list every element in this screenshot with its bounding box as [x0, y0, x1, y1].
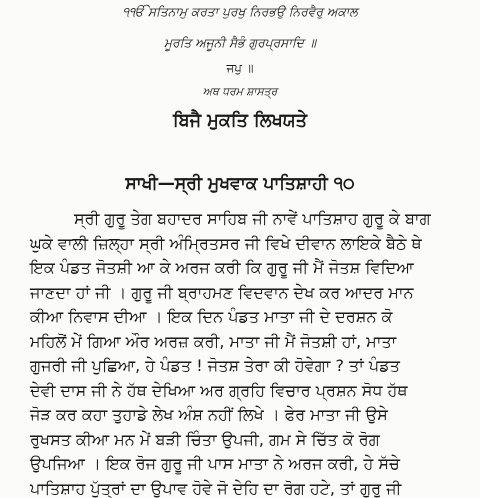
body-line: ਕੀਆ ਨਿਵਾਸ ਦੀਆ । ਇਕ ਦਿਨ ਪੰਡਤ ਮਾਤਾ ਜੀ ਦੇ ਦਰਸ਼ਨ ਕੋ — [30, 307, 393, 326]
mool-mantar-line-1: ੧ੴ ਸਤਿਨਾਮੁ ਕਰਤਾ ਪੁਰਖੁ ਨਿਰਭਉ ਨਿਰਵੈਰੁ ਅਕਾਲ — [122, 4, 358, 19]
mool-mantar-line-2: ਮੂਰਤਿ ਅਜੂਨੀ ਸੈਭੰ ਗੁਰਪ੍ਰਸਾਦਿ ॥ — [163, 35, 317, 50]
body-line: ਰੁਖਸਤ ਕੀਆ ਮਨ ਮੇਂ ਬੜੀ ਚਿੰਤਾ ਉਪਜੀ, ਗਮ ਸੇ ਚਿੱਤ ਕੋ ਰੋਗ — [30, 429, 380, 449]
japu-heading: ਜਪੁ ॥ — [226, 61, 254, 75]
section-heading: ਸਾਖੀ—ਸ੍ਰੀ ਮੁਖਵਾਕ ਪਾਤਿਸ਼ਾਹੀ ੧੦ — [125, 174, 355, 194]
body-line: ਗੁਜਰੀ ਜੀ ਪੁਛਿਆ, ਹੇ ਪੰਡਤ ! ਜੋਤਸ਼ ਤੇਰਾ ਕੀ ਹੋਵੇਗਾ ? ਤਾਂ ਪੰਡਤ — [30, 356, 400, 375]
body-line: ਉਪਜਿਆ । ਇਕ ਰੋਜ ਗੁਰੂ ਜੀ ਪਾਸ ਮਾਤਾ ਨੇ ਅਰਜ ਕਰੀ, ਹੇ ਸੱਚੇ — [30, 454, 400, 473]
body-line: ਜਾਣਦਾ ਹਾਂ ਜੀ । ਗੁਰੂ ਜੀ ਬ੍ਰਾਹਮਣ ਵਿਦਵਾਨ ਦੇਖ ਕਰ ਆਦਰ ਮਾਨ — [30, 282, 414, 302]
body-line: ਇਕ ਪੰਡਤ ਜੋਤਸ਼ੀ ਆ ਕੇ ਅਰਜ ਕਰੀ ਕਿ ਗੁਰੂ ਜੀ ਮੈਂ ਜੋਤਸ਼ ਵਿਦਿਆ — [30, 258, 414, 277]
body-line: ਜੋੜ ਕਰ ਕਹਾ ਤੁਹਾਡੇ ਲੇਖ ਅੰਸ਼ ਨਹੀਂ ਲਿਖੇ । ਫੇਰ ਮਾਤਾ ਜੀ ਉਸੇ — [30, 405, 388, 424]
body-line: ਪਾਤਿਸ਼ਾਹ ਪੁੱਤ੍ਰਾਂ ਦਾ ਉਪਾਵ ਹੋਵੇ ਜੋ ਦੇਹਿ ਦਾ ਰੋਗ ਹਟੇ, ਤਾਂ ਗੁਰੂ ਜੀ — [30, 478, 402, 498]
body-line: ਦੇਵੀ ਦਾਸ ਜੀ ਨੇ ਹੱਥ ਦੇਖਿਆ ਅਰ ਗ੍ਰਹਿ ਵਿਚਾਰ ਪ੍ਰਸ਼ਨ ਸੋਧ ਹੱਥ — [30, 380, 408, 400]
body-line: ਸ੍ਰੀ ਗੁਰੂ ਤੇਗ ਬਹਾਦਰ ਸਾਹਿਬ ਜੀ ਨਾਵੇਂ ਪਾਤਿਸ਼ਾਹ ਗੁਰੂ ਕੇ ਬਾਗ — [74, 209, 431, 228]
page-title: ਬਿਜੈ ਮੁਕਤਿ ਲਿਖਯਤੇ — [172, 110, 307, 131]
body-line: ਘੁਕੇ ਵਾਲੀ ਜ਼ਿਲ੍ਹਾ ਸ੍ਰੀ ਅੰਮ੍ਰਿਤਸਰ ਜੀ ਵਿਖੇ ਦੀਵਾਨ ਲਾਇਕੇ ਬੈਠੇ ਥੇ — [30, 233, 422, 253]
atha-dharam-shastar-heading: ਅਥ ਧਰਮ ਸ਼ਾਸਤ੍ਰ — [202, 85, 278, 98]
body-line: ਮਹਿਲੋਂ ਮੇਂ ਗਿਆ ਔਰ ਅਰਜ਼ ਕਰੀ, ਮਾਤਾ ਜੀ ਮੈਂ ਜੋਤਸ਼ੀ ਹਾਂ, ਮਾਤਾ — [30, 331, 397, 351]
